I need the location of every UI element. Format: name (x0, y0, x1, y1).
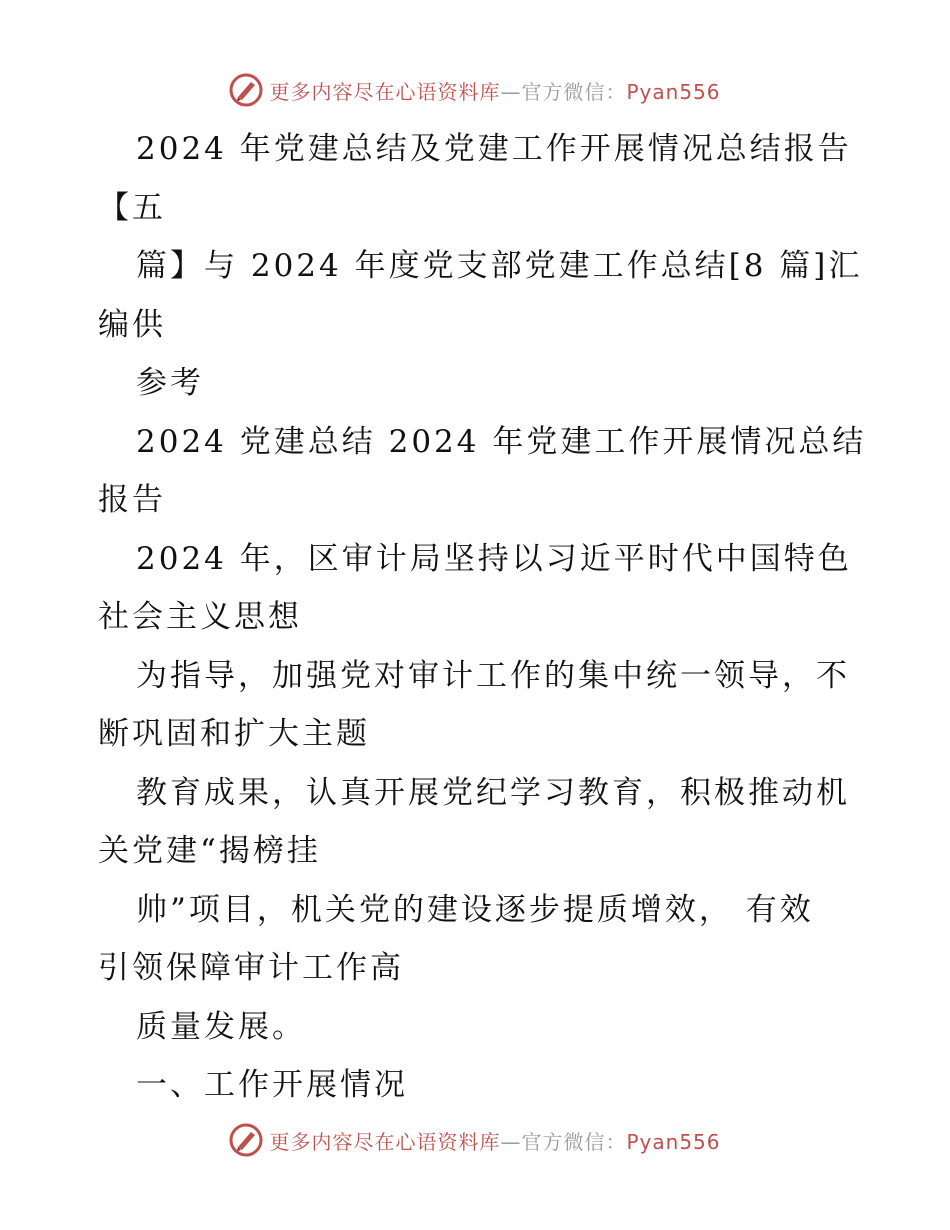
pen-logo-icon (229, 1123, 263, 1157)
watermark-wechat-id: Pyan556 (626, 1129, 721, 1154)
watermark-footer (0, 1120, 950, 1160)
text-line: 为指导，加强党对审计工作的集中统一领导，不 (136, 657, 850, 694)
watermark-dash: — (500, 1129, 522, 1154)
text-line: 质量发展。 (136, 1008, 306, 1045)
section-heading: 一、工作开展情况 (136, 1067, 408, 1103)
text-line: 2024 党建总结 2024 年党建工作开展情况总结 (136, 423, 867, 460)
text-line: 社会主义思想 (98, 599, 302, 635)
text-line: 报告 (98, 482, 166, 518)
text-line: 2024 年，区审计局坚持以习近平时代中国特色 (136, 540, 852, 577)
watermark-header (0, 70, 950, 110)
text-line: 编供 (98, 306, 166, 343)
pen-logo-icon (229, 73, 263, 107)
watermark-site: 更多内容尽在心语资料库 (269, 1129, 501, 1154)
text-line: 断巩固和扩大主题 (98, 716, 370, 752)
text-line: 2024 年党建总结及党建工作开展情况总结报告 (136, 131, 852, 167)
watermark-text (269, 76, 720, 105)
watermark-dash: — (500, 79, 522, 104)
watermark-wechat-label: 官方微信： (521, 1129, 627, 1154)
watermark-wechat-label: 官方微信： (521, 79, 627, 104)
text-line: 篇】与 2024 年度党支部党建工作总结[8 篇]汇 (136, 248, 863, 284)
text-line: 【五 (98, 189, 166, 226)
watermark-site: 更多内容尽在心语资料库 (269, 79, 501, 104)
text-line: 关党建“揭榜挂 (98, 833, 321, 869)
text-line: 教育成果，认真开展党纪学习教育，积极推动机 (136, 774, 850, 811)
watermark-wechat-id: Pyan556 (626, 79, 721, 104)
watermark-text (269, 1126, 720, 1155)
text-line: 参考 (136, 365, 204, 401)
text-line: 帅”项目，机关党的建设逐步提质增效， 有效 (136, 891, 814, 928)
text-line: 引领保障审计工作高 (98, 950, 404, 986)
document-body (98, 120, 867, 1115)
